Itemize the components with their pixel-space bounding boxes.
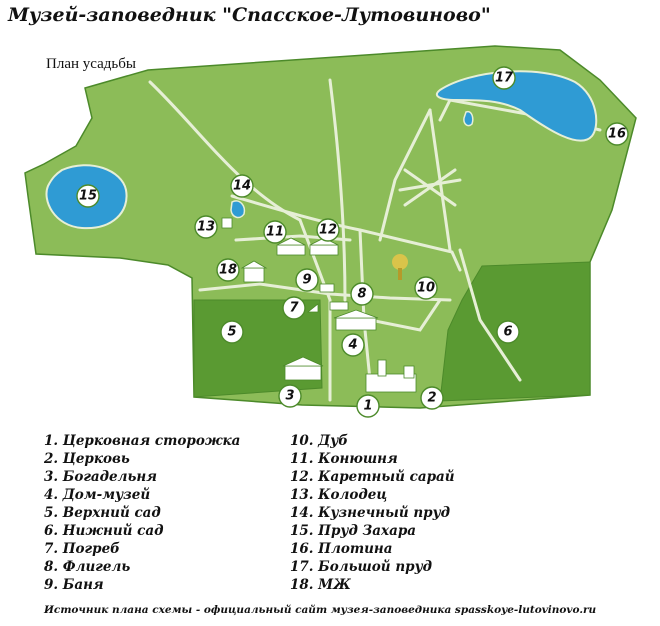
- marker-12[interactable]: [317, 219, 339, 241]
- marker-18[interactable]: [217, 259, 239, 281]
- carriage-shed-building: [310, 245, 338, 255]
- toilet-building: [244, 268, 264, 282]
- pond-kuznechny: [231, 201, 244, 218]
- map-subtitle: План усадьбы: [46, 56, 136, 72]
- well-building: [222, 218, 232, 228]
- marker-label-17: 17: [494, 70, 514, 86]
- marker-7[interactable]: [283, 297, 305, 319]
- legend-item: 12. Каретный сарай: [290, 469, 455, 485]
- legend-item: 7. Погреб: [44, 541, 120, 557]
- marker-label-1: 1: [363, 398, 373, 414]
- map-title: Музей-заповедник "Спасское-Лутовиново": [8, 4, 491, 26]
- legend-item: 9. Баня: [44, 577, 104, 593]
- marker-label-4: 4: [348, 337, 358, 353]
- legend-item: 14. Кузнечный пруд: [290, 505, 451, 521]
- legend-item: 16. Плотина: [290, 541, 393, 557]
- legend-item: 6. Нижний сад: [44, 523, 164, 539]
- marker-label-7: 7: [289, 300, 299, 316]
- pond-small: [464, 112, 473, 126]
- marker-label-8: 8: [357, 286, 367, 302]
- marker-10[interactable]: [415, 277, 437, 299]
- marker-label-13: 13: [196, 219, 216, 235]
- legend-right: [290, 432, 455, 594]
- marker-label-9: 9: [302, 272, 312, 288]
- marker-3[interactable]: [279, 385, 301, 407]
- marker-label-2: 2: [427, 390, 437, 406]
- marker-1[interactable]: [357, 395, 379, 417]
- marker-14[interactable]: [231, 175, 253, 197]
- marker-13[interactable]: [195, 216, 217, 238]
- wing-building: [330, 302, 348, 310]
- marker-label-6: 6: [503, 324, 513, 340]
- legend-item: 17. Большой пруд: [290, 559, 433, 575]
- bath-building: [320, 284, 334, 292]
- marker-label-5: 5: [227, 324, 237, 340]
- marker-label-10: 10: [416, 280, 436, 296]
- house-museum-building: [336, 318, 376, 330]
- source-caption: Источник плана схемы - официальный сайт музея-заповедника spasskoye-lutovinovo.ru: [44, 604, 597, 616]
- marker-label-14: 14: [232, 178, 252, 194]
- stables-building: [277, 245, 305, 255]
- marker-label-12: 12: [318, 222, 338, 238]
- legend-left: [44, 432, 240, 594]
- legend-item: 2. Церковь: [44, 451, 130, 467]
- almshouse-building: [285, 366, 321, 380]
- marker-label-18: 18: [218, 262, 238, 278]
- marker-label-11: 11: [265, 224, 285, 240]
- marker-17[interactable]: [493, 67, 515, 89]
- legend-item: 11. Конюшня: [290, 451, 398, 467]
- marker-2[interactable]: [421, 387, 443, 409]
- marker-5[interactable]: [221, 321, 243, 343]
- marker-6[interactable]: [497, 321, 519, 343]
- marker-9[interactable]: [296, 269, 318, 291]
- marker-15[interactable]: [77, 185, 99, 207]
- legend-item: 8. Флигель: [44, 559, 131, 575]
- legend-item: 5. Верхний сад: [44, 505, 161, 521]
- legend-item: 18. МЖ: [290, 577, 351, 593]
- marker-label-15: 15: [78, 188, 98, 204]
- marker-label-3: 3: [285, 388, 295, 404]
- marker-16[interactable]: [606, 123, 628, 145]
- marker-4[interactable]: [342, 334, 364, 356]
- legend-item: 1. Церковная сторожка: [44, 433, 241, 449]
- legend-item: 15. Пруд Захара: [290, 523, 417, 539]
- marker-11[interactable]: [264, 221, 286, 243]
- legend-item: 4. Дом-музей: [44, 487, 151, 503]
- marker-8[interactable]: [351, 283, 373, 305]
- legend-item: 10. Дуб: [290, 433, 349, 449]
- legend-item: 3. Богадельня: [44, 469, 158, 485]
- marker-label-16: 16: [607, 126, 627, 142]
- legend-item: 13. Колодец: [290, 487, 388, 503]
